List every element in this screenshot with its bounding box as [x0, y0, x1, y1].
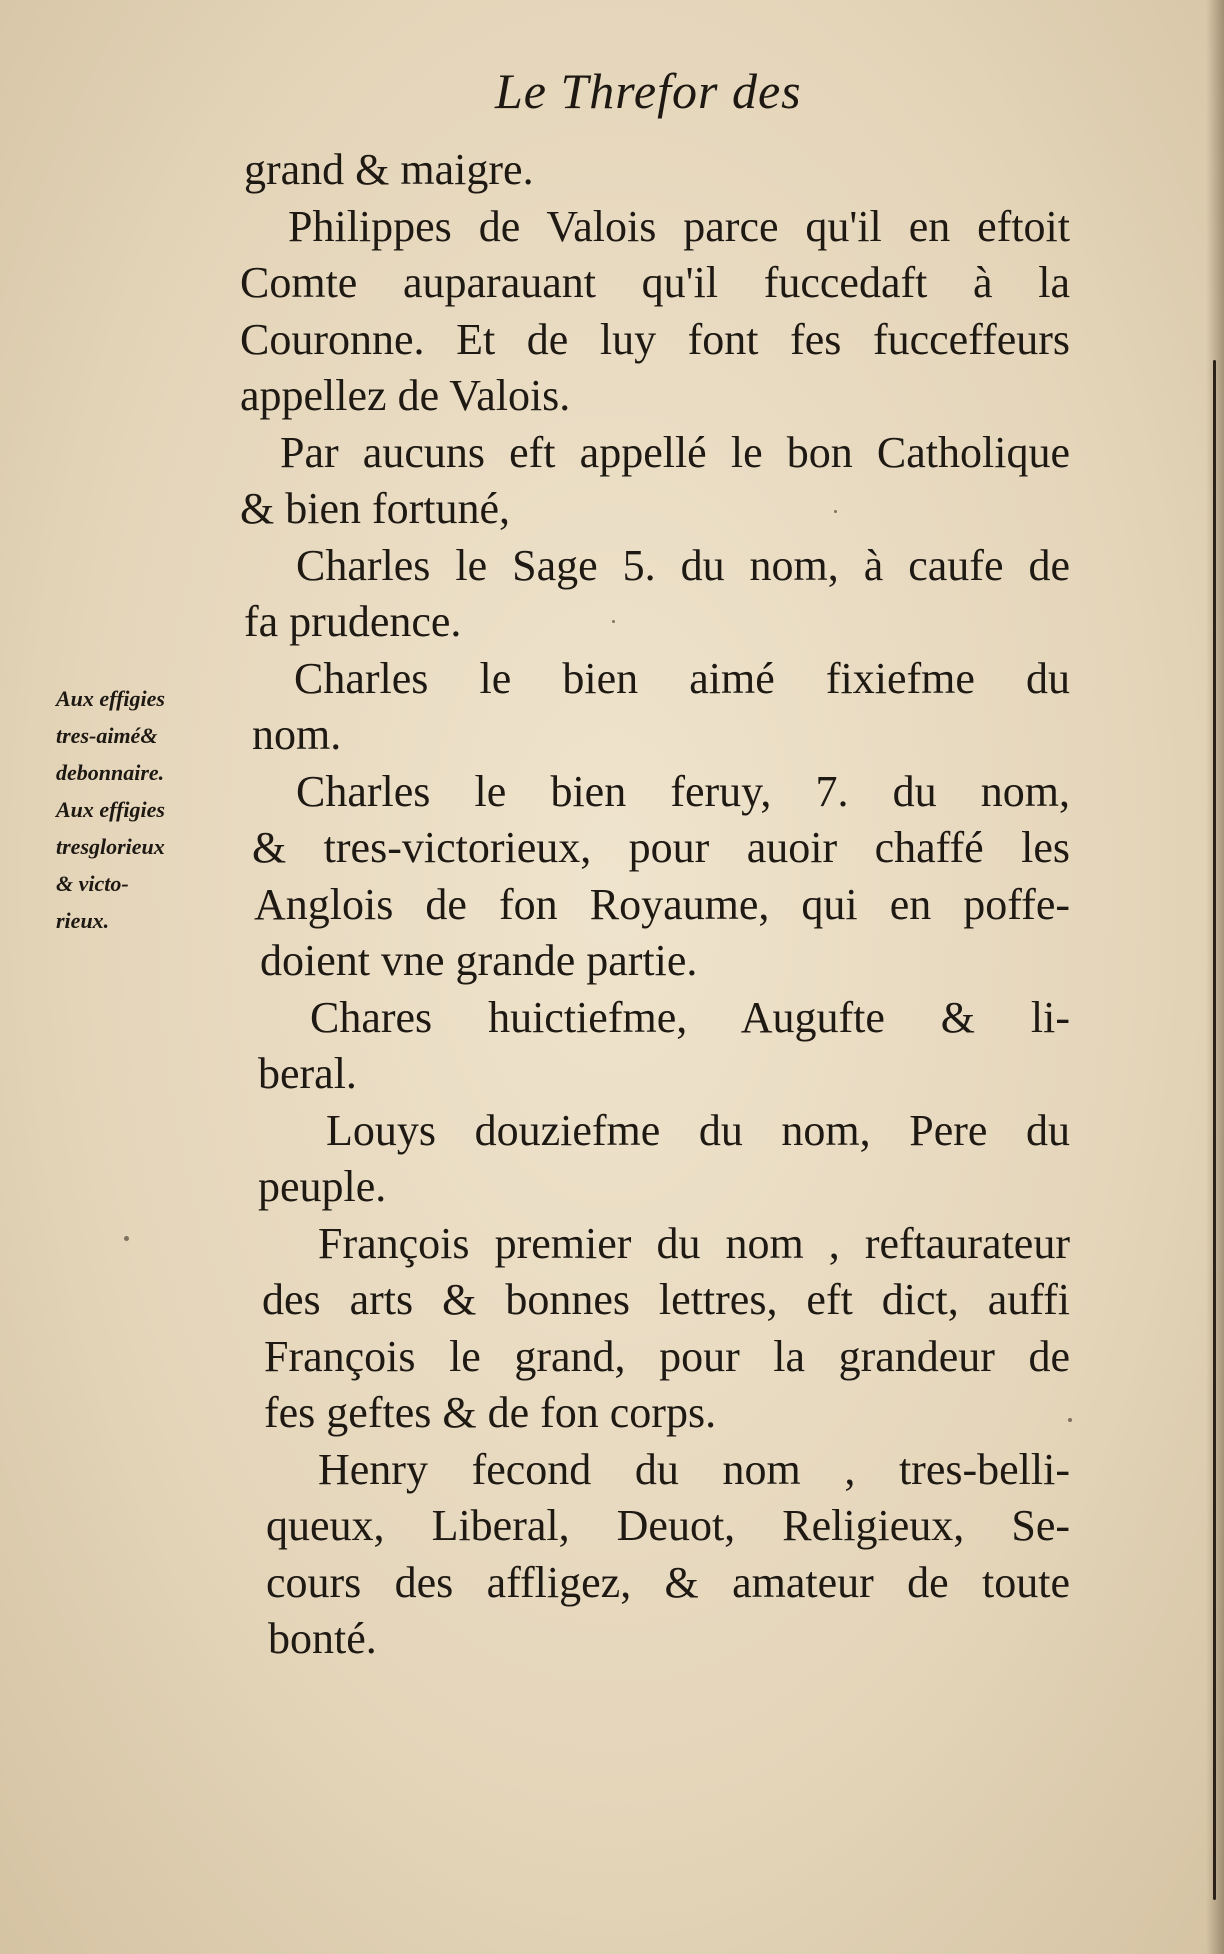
text-line: & tres-victorieux, pour auoir chaffé les [252, 823, 1070, 872]
page-edge-line [1213, 360, 1216, 1900]
text-line: des arts & bonnes lettres, eft dict, auffi [262, 1275, 1070, 1324]
margin-note-line: Aux effigies [56, 797, 165, 822]
text-line: Comte auparauant qu'il fuccedaft à la [240, 258, 1070, 307]
margin-note-line: & victo- [56, 871, 129, 896]
margin-note-line: rieux. [56, 908, 110, 933]
text-line: Couronne. Et de luy font fes fucceffeurs [240, 314, 1070, 364]
text-line: doient vne grande partie. [260, 936, 698, 985]
text-line: beral. [258, 1049, 357, 1098]
text-line: François premier du nom , reftaurateur [318, 1218, 1070, 1268]
margin-note-line: Aux effigies [56, 686, 165, 711]
paper-speck [124, 1236, 129, 1241]
text-line: appellez de Valois. [240, 371, 571, 420]
margin-note-line: debonnaire. [56, 760, 165, 785]
text-line: Par aucuns eft appellé le bon Catholique [280, 427, 1070, 477]
text-line: fes geftes & de fon corps. [264, 1388, 717, 1437]
text-line: fa prudence. [244, 597, 462, 646]
margin-note-line: tres-aimé& [56, 723, 158, 748]
text-line: Philippes de Valois parce qu'il en eftoit [288, 201, 1070, 251]
text-line: Charles le Sage 5. du nom, à caufe de [296, 540, 1070, 590]
text-line: Anglois de fon Royaume, qui en poffe- [254, 879, 1070, 929]
body-text [240, 142, 1070, 1668]
text-line: Charles le bien aimé fixiefme du [294, 653, 1070, 703]
text-line: cours des affligez, & amateur de toute [266, 1557, 1070, 1607]
margin-note [56, 680, 236, 939]
paper-speck [1068, 1418, 1072, 1422]
text-line: queux, Liberal, Deuot, Religieux, Se- [266, 1501, 1070, 1550]
text-line: grand & maigre. [244, 145, 534, 194]
text-line: nom. [252, 710, 342, 759]
margin-note-line: tresglorieux [56, 834, 165, 859]
text-line: Charles le bien feruy, 7. du nom, [296, 766, 1070, 816]
running-head: Le Threfor des [495, 63, 802, 119]
text-line: & bien fortuné, [240, 484, 511, 533]
text-line: François le grand, pour la grandeur de [264, 1331, 1070, 1381]
text-line: Chares huictiefme, Augufte & li- [310, 992, 1070, 1042]
text-line: bonté. [268, 1614, 377, 1663]
text-line: peuple. [258, 1162, 387, 1211]
paper-speck [612, 620, 615, 623]
text-line: Henry fecond du nom , tres-belli- [318, 1444, 1070, 1494]
text-line: Louys douziefme du nom, Pere du [326, 1105, 1070, 1155]
paper-speck [834, 510, 837, 513]
